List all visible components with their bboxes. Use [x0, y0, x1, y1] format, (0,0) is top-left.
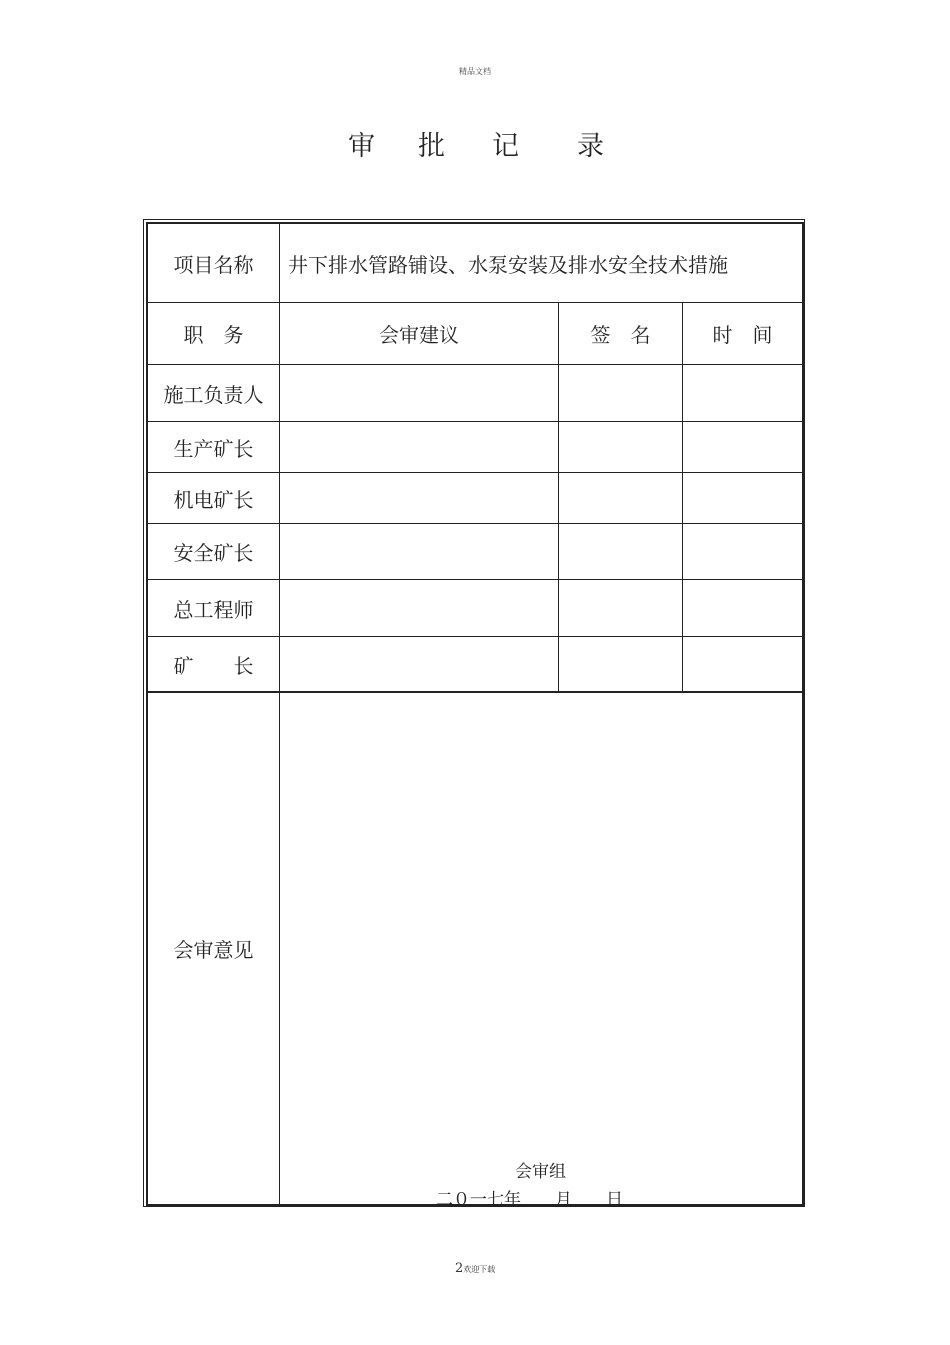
title-char-3: 记	[492, 131, 519, 162]
approval-table	[146, 222, 804, 1210]
role-label: 施工负责人	[163, 382, 264, 407]
page-footer	[455, 1261, 495, 1276]
project-name-value: 井下排水管路铺设、水泵安装及排水安全技术措施	[288, 252, 728, 277]
title-char-4: 录	[577, 131, 604, 162]
title-char-2: 批	[418, 131, 445, 162]
header-note: 精品文档	[459, 67, 491, 76]
page-number: 2	[455, 1261, 464, 1276]
column-divider	[279, 222, 280, 1206]
role-label: 机电矿长	[173, 487, 254, 512]
column-header-time: 时 间	[712, 323, 773, 347]
column-header-position: 职 务	[183, 323, 244, 347]
review-date-line: 二０一七年 月 日	[436, 1190, 623, 1210]
role-label: 矿 长	[173, 653, 254, 678]
role-label: 总工程师	[173, 597, 254, 622]
title-char-1: 审	[348, 131, 375, 162]
role-label: 安全矿长	[173, 541, 254, 565]
column-header-signature: 签 名	[590, 323, 651, 347]
review-group-label: 会审组	[515, 1162, 566, 1182]
review-opinion-label: 会审意见	[173, 938, 254, 962]
project-name-label: 项目名称	[173, 252, 254, 277]
column-header-review-suggestion: 会审建议	[379, 323, 459, 347]
role-label: 生产矿长	[173, 436, 254, 461]
table-border-right	[802, 222, 804, 1206]
footer-text: 欢迎下载	[463, 1265, 496, 1274]
